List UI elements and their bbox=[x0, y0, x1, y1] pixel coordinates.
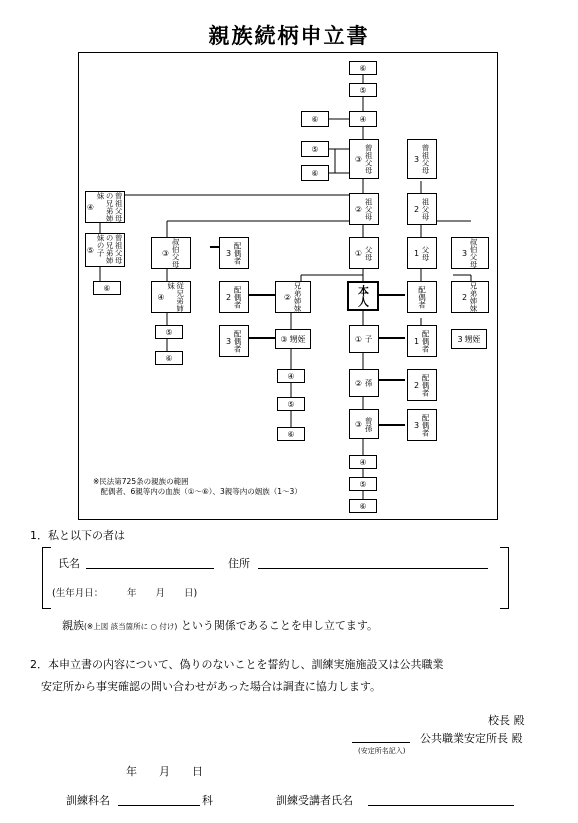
name-label: 氏名 bbox=[58, 557, 80, 570]
rel-box-spouse-3c[interactable]: 3 配偶者 bbox=[407, 409, 437, 441]
rel-box-great-grandchildren[interactable]: ③ 曾孫 bbox=[349, 409, 379, 439]
right-bracket bbox=[500, 547, 509, 609]
rel-box-grandchildren[interactable]: ② 孫 bbox=[349, 369, 379, 397]
rel-box-cousins[interactable]: ④ 従兄弟姉妹 bbox=[151, 281, 191, 313]
rel-box-aunts-uncles[interactable]: ③ 叔伯父母 bbox=[151, 237, 191, 269]
rel-box-5-nephew[interactable]: ⑤ bbox=[277, 397, 305, 411]
rel-box-parents[interactable]: ① 父母 bbox=[349, 237, 379, 269]
course-field[interactable] bbox=[118, 805, 200, 806]
rel-box-spouse[interactable]: 配偶者 bbox=[407, 281, 437, 313]
rel-box-6-nephew[interactable]: ⑥ bbox=[277, 427, 305, 441]
rel-box-6-desc[interactable]: ⑥ bbox=[349, 499, 377, 513]
rel-box-spouse-2b[interactable]: 2 配偶者 bbox=[407, 369, 437, 401]
rel-box-children[interactable]: ① 子 bbox=[349, 325, 379, 353]
rel-box-great-grandparents[interactable]: ③ 曾祖父母 bbox=[349, 139, 379, 179]
rel-box-4[interactable]: ④ bbox=[349, 111, 377, 127]
item2-line2: 安定所から事実確認の問い合わせがあった場合は調査に協力します。 bbox=[30, 680, 382, 693]
rel-box-5-desc[interactable]: ⑤ bbox=[349, 477, 377, 491]
rel-box-spouse-1[interactable]: 1 配偶者 bbox=[407, 325, 437, 357]
rel-box-6-cousin[interactable]: ⑥ bbox=[155, 351, 183, 365]
item2-line1: 2．本申立書の内容について、偽りのないことを誓約し、訓練実施施設又は公共職業 bbox=[30, 658, 444, 671]
rel-box-4-desc[interactable]: ④ bbox=[349, 455, 377, 469]
rel-box-parents-inlaw[interactable]: 1 父母 bbox=[407, 237, 437, 269]
civil-code-note: ※民法第725条の親族の範囲 配偶者、6親等内の血族（①～⑥）、3親等内の姻族（1～3） bbox=[93, 477, 302, 496]
document-title: 親族続柄申立書 bbox=[208, 23, 370, 48]
birthdate-field[interactable]: (生年月日： 年 月 日) bbox=[52, 588, 198, 599]
rel-box-nephews-nieces[interactable]: ③ 甥姪 bbox=[275, 329, 311, 349]
rel-box-6-left2[interactable]: ⑥ bbox=[301, 165, 329, 181]
office-name-field[interactable] bbox=[352, 742, 410, 743]
rel-box-great-grand-siblings-child[interactable]: ⑤ 曾祖父母の兄弟姉妹の子 bbox=[85, 233, 125, 267]
address-field[interactable] bbox=[258, 568, 488, 569]
rel-box-great-grandparents-inlaw[interactable]: 3 曾祖父母 bbox=[407, 139, 437, 179]
rel-box-grandparents-inlaw[interactable]: 2 祖父母 bbox=[407, 193, 437, 225]
course-label: 訓練科名 bbox=[66, 794, 110, 807]
office-name-note: (安定所名記入) bbox=[358, 747, 406, 755]
date-field[interactable]: 年 月 日 bbox=[126, 765, 203, 778]
address-label: 住所 bbox=[228, 557, 250, 570]
rel-box-aunts-uncles-inlaw[interactable]: 3 叔伯父母 bbox=[451, 237, 489, 269]
rel-box-6-top[interactable]: ⑥ bbox=[349, 61, 377, 75]
rel-box-nephews-nieces-inlaw[interactable]: 3 甥姪 bbox=[451, 329, 487, 349]
trainee-name-field[interactable] bbox=[368, 805, 514, 806]
rel-box-5-left[interactable]: ⑤ bbox=[301, 141, 329, 157]
left-bracket bbox=[42, 547, 51, 609]
item1-label: 1．私と以下の者は bbox=[30, 529, 125, 542]
rel-box-spouse-2a[interactable]: 2 配偶者 bbox=[219, 281, 249, 313]
rel-box-siblings[interactable]: ② 兄弟姉妹 bbox=[275, 281, 311, 313]
rel-box-spouse-3a[interactable]: 3 配偶者 bbox=[219, 237, 249, 269]
rel-box-grandparents[interactable]: ② 祖父母 bbox=[349, 193, 379, 225]
rel-box-spouse-3b[interactable]: 3 配偶者 bbox=[219, 325, 249, 357]
rel-box-siblings-inlaw[interactable]: 2 兄弟姉妹 bbox=[451, 281, 489, 313]
office-chief-addressee: 公共職業安定所長 殿 bbox=[420, 732, 523, 745]
rel-box-5-cousin[interactable]: ⑤ bbox=[155, 325, 183, 339]
rel-box-4-nephew[interactable]: ④ bbox=[277, 369, 305, 383]
rel-box-5[interactable]: ⑤ bbox=[349, 83, 377, 97]
relation-statement: 親族(※上図 該当箇所に ○ 付け) という関係であることを申し立てます。 bbox=[62, 619, 378, 632]
principal-addressee: 校長 殿 bbox=[488, 714, 525, 727]
rel-box-6-left[interactable]: ⑥ bbox=[301, 111, 329, 127]
rel-box-6-far-left[interactable]: ⑥ bbox=[93, 281, 121, 295]
rel-box-self[interactable]: 本人 bbox=[347, 281, 379, 311]
rel-box-great-grand-siblings[interactable]: ④ 曾祖父母の兄弟姉妹 bbox=[86, 192, 124, 222]
trainee-label: 訓練受講者氏名 bbox=[276, 794, 353, 807]
kinship-chart bbox=[78, 52, 498, 520]
name-field[interactable] bbox=[86, 568, 214, 569]
course-suffix: 科 bbox=[202, 794, 213, 807]
